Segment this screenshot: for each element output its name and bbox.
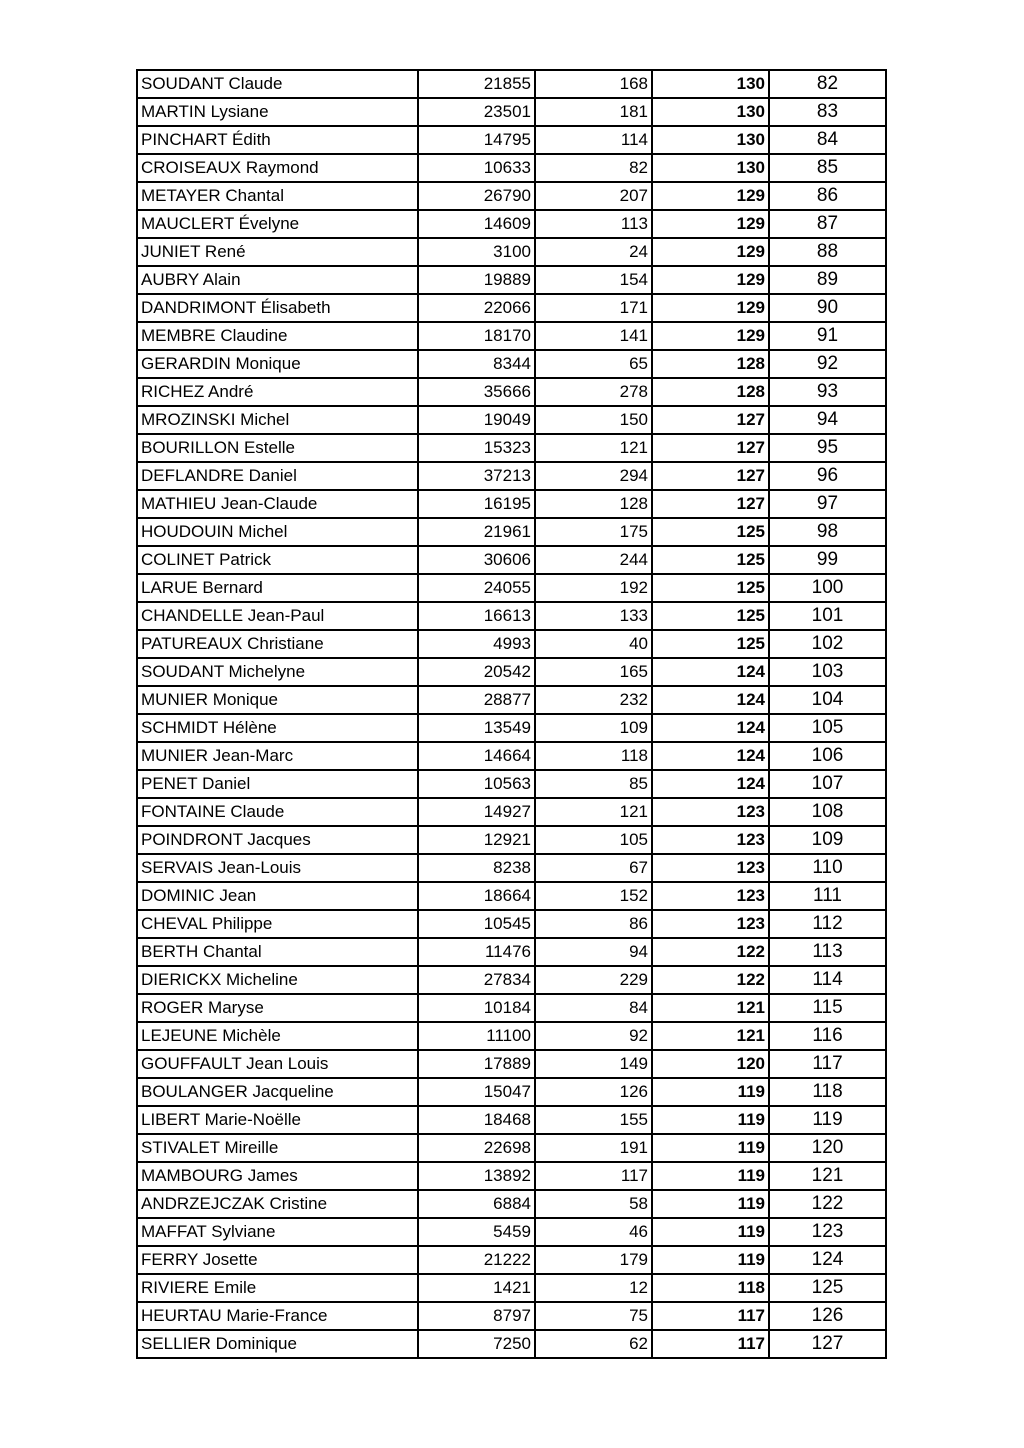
name-cell: METAYER Chantal	[137, 182, 418, 210]
table-row	[137, 1218, 886, 1246]
value-1-cell: 3100	[418, 238, 535, 266]
name-cell: DEFLANDRE Daniel	[137, 462, 418, 490]
table-row	[137, 378, 886, 406]
value-2-cell: 207	[535, 182, 652, 210]
name-cell: PINCHART Édith	[137, 126, 418, 154]
score-cell: 124	[652, 714, 769, 742]
value-1-cell: 19889	[418, 266, 535, 294]
rank-cell: 103	[769, 658, 886, 686]
score-cell: 124	[652, 770, 769, 798]
value-2-cell: 12	[535, 1274, 652, 1302]
value-1-cell: 15323	[418, 434, 535, 462]
value-2-cell: 117	[535, 1162, 652, 1190]
table-row	[137, 882, 886, 910]
value-2-cell: 121	[535, 798, 652, 826]
value-1-cell: 4993	[418, 630, 535, 658]
score-cell: 128	[652, 378, 769, 406]
score-cell: 130	[652, 98, 769, 126]
value-2-cell: 168	[535, 70, 652, 98]
name-cell: HOUDOUIN Michel	[137, 518, 418, 546]
score-cell: 123	[652, 910, 769, 938]
name-cell: MROZINSKI Michel	[137, 406, 418, 434]
score-cell: 123	[652, 854, 769, 882]
value-2-cell: 118	[535, 742, 652, 770]
value-1-cell: 21961	[418, 518, 535, 546]
results-table	[136, 69, 887, 1359]
value-2-cell: 294	[535, 462, 652, 490]
score-cell: 125	[652, 546, 769, 574]
rank-cell: 110	[769, 854, 886, 882]
value-1-cell: 14609	[418, 210, 535, 238]
score-cell: 119	[652, 1078, 769, 1106]
value-1-cell: 8797	[418, 1302, 535, 1330]
table-row	[137, 1134, 886, 1162]
name-cell: SOUDANT Claude	[137, 70, 418, 98]
score-cell: 123	[652, 882, 769, 910]
table-row	[137, 1330, 886, 1358]
name-cell: MATHIEU Jean-Claude	[137, 490, 418, 518]
table-row	[137, 770, 886, 798]
rank-cell: 97	[769, 490, 886, 518]
score-cell: 124	[652, 686, 769, 714]
results-table-body	[137, 70, 886, 1358]
rank-cell: 104	[769, 686, 886, 714]
name-cell: GERARDIN Monique	[137, 350, 418, 378]
rank-cell: 100	[769, 574, 886, 602]
table-row	[137, 966, 886, 994]
rank-cell: 94	[769, 406, 886, 434]
value-2-cell: 154	[535, 266, 652, 294]
value-1-cell: 23501	[418, 98, 535, 126]
table-row	[137, 854, 886, 882]
value-2-cell: 278	[535, 378, 652, 406]
score-cell: 129	[652, 182, 769, 210]
table-row	[137, 210, 886, 238]
table-row	[137, 630, 886, 658]
name-cell: DANDRIMONT Élisabeth	[137, 294, 418, 322]
rank-cell: 91	[769, 322, 886, 350]
value-1-cell: 17889	[418, 1050, 535, 1078]
value-2-cell: 86	[535, 910, 652, 938]
name-cell: STIVALET Mireille	[137, 1134, 418, 1162]
score-cell: 123	[652, 826, 769, 854]
name-cell: AUBRY Alain	[137, 266, 418, 294]
table-row	[137, 1106, 886, 1134]
rank-cell: 85	[769, 154, 886, 182]
score-cell: 120	[652, 1050, 769, 1078]
name-cell: CHANDELLE Jean-Paul	[137, 602, 418, 630]
rank-cell: 83	[769, 98, 886, 126]
table-row	[137, 518, 886, 546]
table-row	[137, 294, 886, 322]
rank-cell: 98	[769, 518, 886, 546]
name-cell: MARTIN Lysiane	[137, 98, 418, 126]
name-cell: CROISEAUX Raymond	[137, 154, 418, 182]
table-row	[137, 322, 886, 350]
score-cell: 130	[652, 154, 769, 182]
name-cell: FONTAINE Claude	[137, 798, 418, 826]
value-1-cell: 18468	[418, 1106, 535, 1134]
table-row	[137, 1274, 886, 1302]
value-2-cell: 85	[535, 770, 652, 798]
score-cell: 123	[652, 798, 769, 826]
value-2-cell: 92	[535, 1022, 652, 1050]
rank-cell: 122	[769, 1190, 886, 1218]
score-cell: 125	[652, 518, 769, 546]
value-2-cell: 109	[535, 714, 652, 742]
value-2-cell: 133	[535, 602, 652, 630]
table-row	[137, 350, 886, 378]
rank-cell: 87	[769, 210, 886, 238]
score-cell: 119	[652, 1190, 769, 1218]
value-2-cell: 149	[535, 1050, 652, 1078]
value-1-cell: 13549	[418, 714, 535, 742]
table-row	[137, 574, 886, 602]
rank-cell: 109	[769, 826, 886, 854]
name-cell: GOUFFAULT Jean Louis	[137, 1050, 418, 1078]
value-2-cell: 181	[535, 98, 652, 126]
table-row	[137, 1302, 886, 1330]
table-row	[137, 1078, 886, 1106]
value-2-cell: 232	[535, 686, 652, 714]
value-2-cell: 121	[535, 434, 652, 462]
name-cell: ROGER Maryse	[137, 994, 418, 1022]
rank-cell: 125	[769, 1274, 886, 1302]
value-1-cell: 16195	[418, 490, 535, 518]
value-1-cell: 24055	[418, 574, 535, 602]
value-1-cell: 10545	[418, 910, 535, 938]
name-cell: DIERICKX Micheline	[137, 966, 418, 994]
name-cell: MAFFAT Sylviane	[137, 1218, 418, 1246]
score-cell: 125	[652, 602, 769, 630]
value-2-cell: 114	[535, 126, 652, 154]
value-2-cell: 171	[535, 294, 652, 322]
name-cell: BERTH Chantal	[137, 938, 418, 966]
rank-cell: 106	[769, 742, 886, 770]
score-cell: 128	[652, 350, 769, 378]
table-row	[137, 1246, 886, 1274]
name-cell: JUNIET René	[137, 238, 418, 266]
value-2-cell: 94	[535, 938, 652, 966]
value-1-cell: 6884	[418, 1190, 535, 1218]
value-2-cell: 150	[535, 406, 652, 434]
table-row	[137, 406, 886, 434]
value-2-cell: 141	[535, 322, 652, 350]
rank-cell: 112	[769, 910, 886, 938]
rank-cell: 86	[769, 182, 886, 210]
name-cell: MEMBRE Claudine	[137, 322, 418, 350]
table-row	[137, 126, 886, 154]
value-2-cell: 191	[535, 1134, 652, 1162]
value-1-cell: 22066	[418, 294, 535, 322]
rank-cell: 102	[769, 630, 886, 658]
table-row	[137, 1022, 886, 1050]
rank-cell: 96	[769, 462, 886, 490]
rank-cell: 84	[769, 126, 886, 154]
value-2-cell: 175	[535, 518, 652, 546]
name-cell: CHEVAL Philippe	[137, 910, 418, 938]
rank-cell: 82	[769, 70, 886, 98]
value-2-cell: 62	[535, 1330, 652, 1358]
table-row	[137, 266, 886, 294]
rank-cell: 107	[769, 770, 886, 798]
value-2-cell: 126	[535, 1078, 652, 1106]
score-cell: 129	[652, 294, 769, 322]
rank-cell: 121	[769, 1162, 886, 1190]
name-cell: RIVIERE Emile	[137, 1274, 418, 1302]
table-row	[137, 462, 886, 490]
score-cell: 129	[652, 266, 769, 294]
score-cell: 122	[652, 938, 769, 966]
value-1-cell: 28877	[418, 686, 535, 714]
rank-cell: 105	[769, 714, 886, 742]
name-cell: MUNIER Monique	[137, 686, 418, 714]
value-1-cell: 30606	[418, 546, 535, 574]
value-2-cell: 128	[535, 490, 652, 518]
score-cell: 119	[652, 1106, 769, 1134]
table-row	[137, 714, 886, 742]
score-cell: 127	[652, 490, 769, 518]
score-cell: 129	[652, 238, 769, 266]
value-1-cell: 5459	[418, 1218, 535, 1246]
value-1-cell: 22698	[418, 1134, 535, 1162]
score-cell: 117	[652, 1302, 769, 1330]
value-2-cell: 113	[535, 210, 652, 238]
score-cell: 124	[652, 742, 769, 770]
table-row	[137, 546, 886, 574]
score-cell: 121	[652, 994, 769, 1022]
value-1-cell: 15047	[418, 1078, 535, 1106]
rank-cell: 119	[769, 1106, 886, 1134]
table-row	[137, 1190, 886, 1218]
name-cell: SCHMIDT Hélène	[137, 714, 418, 742]
table-row	[137, 1162, 886, 1190]
name-cell: SOUDANT Michelyne	[137, 658, 418, 686]
value-2-cell: 40	[535, 630, 652, 658]
name-cell: MUNIER Jean-Marc	[137, 742, 418, 770]
score-cell: 127	[652, 406, 769, 434]
name-cell: SERVAIS Jean-Louis	[137, 854, 418, 882]
value-1-cell: 7250	[418, 1330, 535, 1358]
name-cell: PATUREAUX Christiane	[137, 630, 418, 658]
name-cell: MAUCLERT Évelyne	[137, 210, 418, 238]
table-row	[137, 238, 886, 266]
rank-cell: 124	[769, 1246, 886, 1274]
value-1-cell: 21222	[418, 1246, 535, 1274]
rank-cell: 90	[769, 294, 886, 322]
score-cell: 119	[652, 1218, 769, 1246]
table-row	[137, 154, 886, 182]
name-cell: POINDRONT Jacques	[137, 826, 418, 854]
table-row	[137, 798, 886, 826]
table-row	[137, 1050, 886, 1078]
rank-cell: 93	[769, 378, 886, 406]
name-cell: RICHEZ André	[137, 378, 418, 406]
name-cell: FERRY Josette	[137, 1246, 418, 1274]
value-2-cell: 46	[535, 1218, 652, 1246]
rank-cell: 101	[769, 602, 886, 630]
table-row	[137, 686, 886, 714]
value-1-cell: 10563	[418, 770, 535, 798]
value-1-cell: 10633	[418, 154, 535, 182]
value-1-cell: 20542	[418, 658, 535, 686]
value-1-cell: 35666	[418, 378, 535, 406]
table-row	[137, 994, 886, 1022]
value-2-cell: 24	[535, 238, 652, 266]
name-cell: HEURTAU Marie-France	[137, 1302, 418, 1330]
table-row	[137, 938, 886, 966]
score-cell: 129	[652, 210, 769, 238]
value-1-cell: 26790	[418, 182, 535, 210]
value-1-cell: 1421	[418, 1274, 535, 1302]
score-cell: 124	[652, 658, 769, 686]
table-row	[137, 490, 886, 518]
score-cell: 121	[652, 1022, 769, 1050]
value-1-cell: 19049	[418, 406, 535, 434]
rank-cell: 116	[769, 1022, 886, 1050]
name-cell: SELLIER Dominique	[137, 1330, 418, 1358]
name-cell: LARUE Bernard	[137, 574, 418, 602]
rank-cell: 118	[769, 1078, 886, 1106]
score-cell: 130	[652, 126, 769, 154]
table-row	[137, 910, 886, 938]
score-cell: 122	[652, 966, 769, 994]
rank-cell: 88	[769, 238, 886, 266]
score-cell: 119	[652, 1162, 769, 1190]
name-cell: MAMBOURG James	[137, 1162, 418, 1190]
rank-cell: 127	[769, 1330, 886, 1358]
score-cell: 129	[652, 322, 769, 350]
value-2-cell: 82	[535, 154, 652, 182]
value-1-cell: 14927	[418, 798, 535, 826]
score-cell: 130	[652, 70, 769, 98]
value-1-cell: 27834	[418, 966, 535, 994]
score-cell: 119	[652, 1134, 769, 1162]
value-1-cell: 16613	[418, 602, 535, 630]
value-2-cell: 84	[535, 994, 652, 1022]
rank-cell: 115	[769, 994, 886, 1022]
rank-cell: 108	[769, 798, 886, 826]
name-cell: BOURILLON Estelle	[137, 434, 418, 462]
value-2-cell: 58	[535, 1190, 652, 1218]
value-1-cell: 18664	[418, 882, 535, 910]
value-1-cell: 14795	[418, 126, 535, 154]
name-cell: DOMINIC Jean	[137, 882, 418, 910]
rank-cell: 114	[769, 966, 886, 994]
value-1-cell: 11100	[418, 1022, 535, 1050]
value-2-cell: 244	[535, 546, 652, 574]
score-cell: 119	[652, 1246, 769, 1274]
value-2-cell: 165	[535, 658, 652, 686]
value-1-cell: 11476	[418, 938, 535, 966]
value-2-cell: 179	[535, 1246, 652, 1274]
value-2-cell: 75	[535, 1302, 652, 1330]
value-2-cell: 155	[535, 1106, 652, 1134]
value-1-cell: 12921	[418, 826, 535, 854]
score-cell: 117	[652, 1330, 769, 1358]
name-cell: ANDRZEJCZAK Cristine	[137, 1190, 418, 1218]
value-2-cell: 229	[535, 966, 652, 994]
name-cell: BOULANGER Jacqueline	[137, 1078, 418, 1106]
table-row	[137, 98, 886, 126]
rank-cell: 126	[769, 1302, 886, 1330]
rank-cell: 92	[769, 350, 886, 378]
rank-cell: 111	[769, 882, 886, 910]
name-cell: PENET Daniel	[137, 770, 418, 798]
value-1-cell: 8238	[418, 854, 535, 882]
rank-cell: 123	[769, 1218, 886, 1246]
value-2-cell: 152	[535, 882, 652, 910]
value-1-cell: 13892	[418, 1162, 535, 1190]
value-1-cell: 8344	[418, 350, 535, 378]
table-row	[137, 434, 886, 462]
rank-cell: 120	[769, 1134, 886, 1162]
score-cell: 118	[652, 1274, 769, 1302]
value-2-cell: 67	[535, 854, 652, 882]
rank-cell: 99	[769, 546, 886, 574]
value-1-cell: 18170	[418, 322, 535, 350]
value-2-cell: 192	[535, 574, 652, 602]
score-cell: 127	[652, 434, 769, 462]
table-row	[137, 70, 886, 98]
value-2-cell: 105	[535, 826, 652, 854]
name-cell: LEJEUNE Michèle	[137, 1022, 418, 1050]
rank-cell: 117	[769, 1050, 886, 1078]
value-1-cell: 37213	[418, 462, 535, 490]
rank-cell: 95	[769, 434, 886, 462]
name-cell: COLINET Patrick	[137, 546, 418, 574]
rank-cell: 113	[769, 938, 886, 966]
name-cell: LIBERT Marie-Noëlle	[137, 1106, 418, 1134]
table-row	[137, 658, 886, 686]
value-2-cell: 65	[535, 350, 652, 378]
score-cell: 125	[652, 574, 769, 602]
table-row	[137, 742, 886, 770]
value-1-cell: 10184	[418, 994, 535, 1022]
table-row	[137, 182, 886, 210]
value-1-cell: 14664	[418, 742, 535, 770]
table-row	[137, 826, 886, 854]
rank-cell: 89	[769, 266, 886, 294]
value-1-cell: 21855	[418, 70, 535, 98]
table-row	[137, 602, 886, 630]
score-cell: 127	[652, 462, 769, 490]
score-cell: 125	[652, 630, 769, 658]
